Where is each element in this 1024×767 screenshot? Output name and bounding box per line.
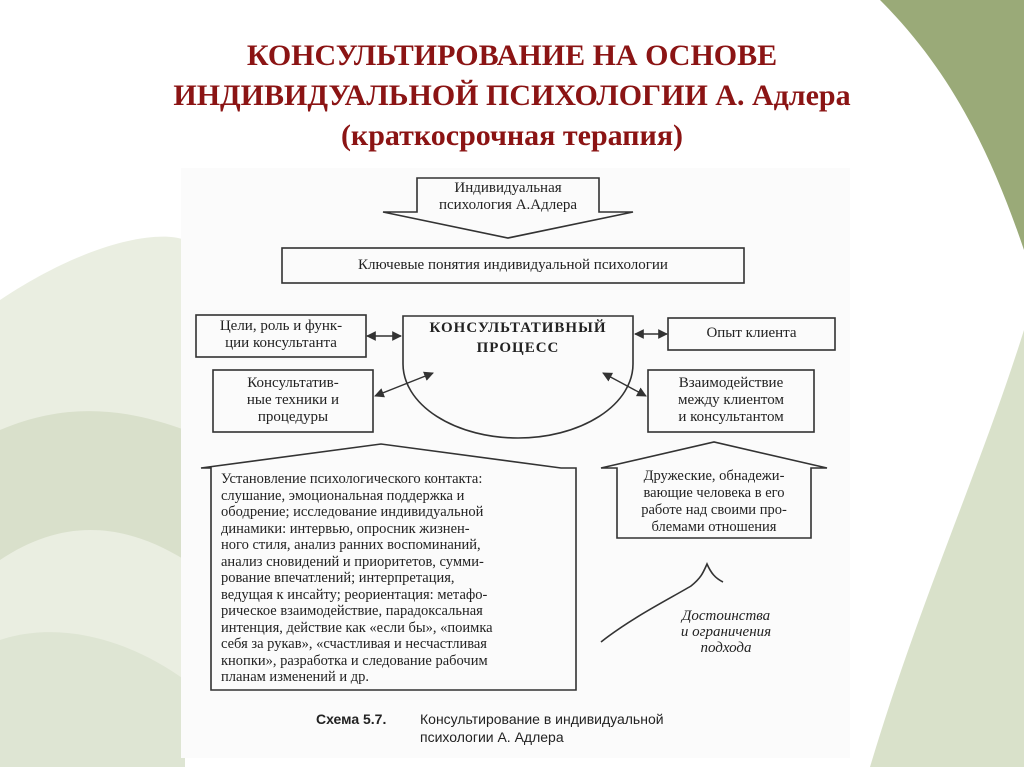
techniques-details-line: слушание, эмоциональная поддержка и bbox=[221, 487, 465, 504]
interaction-details-text bbox=[617, 468, 811, 536]
key-concepts-label: Ключевые понятия индивидуальной психологии bbox=[358, 257, 668, 273]
top-arrow-label-line1: Индивидуальная bbox=[454, 180, 562, 196]
center-process-line1: КОНСУЛЬТАТИВНЫЙ bbox=[429, 320, 607, 336]
techniques-details-line: ведущая к инсайту; реориентация: метафо- bbox=[221, 586, 488, 603]
caption-number: Схема 5.7. bbox=[316, 711, 387, 727]
techniques-label-line3: процедуры bbox=[257, 409, 329, 425]
interaction-details-line: вающие человека в его bbox=[643, 485, 785, 501]
center-process-line2: ПРОЦЕСС bbox=[476, 340, 560, 356]
goals-label-line2: ции консультанта bbox=[225, 335, 337, 351]
merits-label bbox=[661, 608, 791, 656]
interaction-label bbox=[648, 375, 814, 426]
techniques-details-line: планам изменений и др. bbox=[221, 669, 370, 685]
goals-label-line1: Цели, роль и функ- bbox=[219, 318, 343, 334]
interaction-details-line: блемами отношения bbox=[651, 519, 777, 535]
right-lower-swoosh bbox=[870, 330, 1024, 767]
top-arrow-label-line2: психология А.Адлера bbox=[438, 197, 578, 213]
techniques-label-line2: ные техники и bbox=[246, 392, 340, 408]
techniques-details-line: интенция, действие как «если бы», «поимка bbox=[221, 619, 493, 636]
techniques-details-line: ободрение; исследование индивидуальной bbox=[221, 504, 484, 520]
interaction-details-line: Дружеские, обнадежи- bbox=[643, 468, 785, 484]
slide-title-line1: КОНСУЛЬТИРОВАНИЕ НА ОСНОВЕ bbox=[246, 39, 778, 72]
merits-label-line2: и ограничения bbox=[680, 624, 772, 640]
interaction-label-line1: Взаимодействие bbox=[678, 375, 784, 391]
interaction-details-line: работе над своими про- bbox=[641, 502, 787, 518]
experience-label: Опыт клиента bbox=[706, 325, 797, 341]
techniques-details-line: динамики: интервью, опросник жизнен- bbox=[221, 520, 470, 537]
techniques-details-line: ного стиля, анализ ранних воспоминаний, bbox=[221, 537, 481, 553]
merits-label-line3: подхода bbox=[700, 640, 752, 656]
techniques-details-line: анализ сновидений и приоритетов, сумми- bbox=[221, 553, 484, 570]
caption-line2: психологии А. Адлера bbox=[420, 729, 564, 745]
counseling-scheme-diagram bbox=[181, 168, 850, 758]
slide-title-line2: ИНДИВИДУАЛЬНОЙ ПСИХОЛОГИИ А. Адлера bbox=[173, 79, 851, 112]
slide-title-line3: (краткосрочная терапия) bbox=[340, 119, 684, 152]
caption-text bbox=[420, 710, 664, 746]
center-process-label bbox=[403, 318, 633, 358]
techniques-details-text bbox=[221, 471, 571, 686]
merits-label-line1: Достоинства bbox=[681, 608, 771, 624]
interaction-label-line3: и консультантом bbox=[678, 409, 784, 425]
techniques-details-line: кнопки», разработка и следование рабочим bbox=[221, 652, 488, 669]
interaction-label-line2: между клиентом bbox=[678, 392, 784, 408]
goals-label bbox=[196, 318, 366, 352]
techniques-details-line: себя за рукав», «счастливая и несчастливая bbox=[221, 636, 487, 652]
techniques-details-line: рование впечатлений; интерпретация, bbox=[221, 570, 455, 586]
top-arrow-label bbox=[417, 180, 599, 214]
techniques-details-line: рическое взаимодействие, парадоксальная bbox=[221, 603, 483, 619]
techniques-details-line: Установление психологического контакта: bbox=[221, 471, 483, 487]
caption-line1: Консультирование в индивидуальной bbox=[420, 711, 664, 727]
techniques-label bbox=[213, 375, 373, 426]
techniques-label-line1: Консультатив- bbox=[247, 375, 339, 391]
